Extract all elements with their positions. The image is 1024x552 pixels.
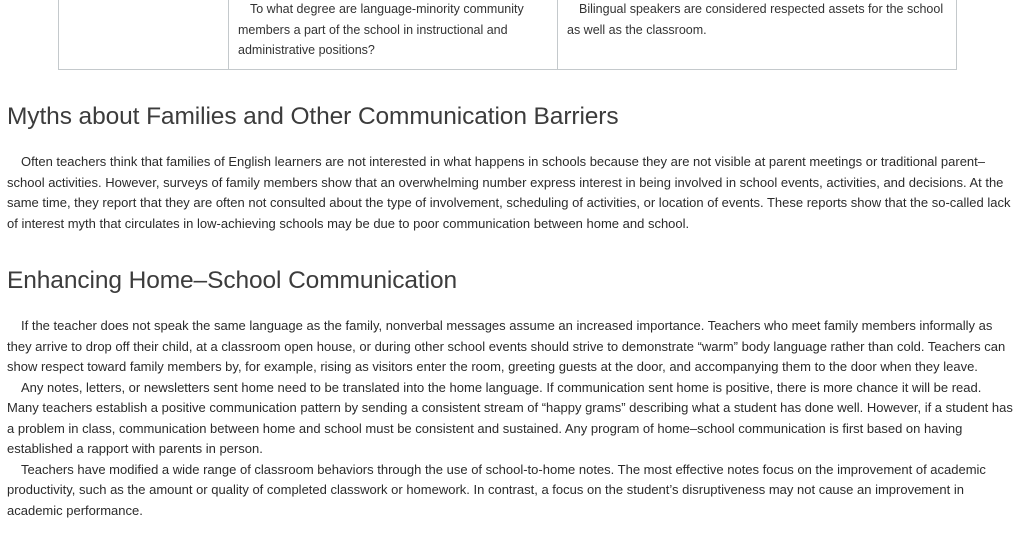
section-body-myths: [7, 152, 1015, 234]
section-body-home-school-communication: [7, 316, 1015, 521]
section-heading-home-school-communication: Enhancing Home–School Communication: [7, 267, 458, 294]
paragraph: If the teacher does not speak the same language as the family, nonverbal messages assume an increased importance. Teachers who meet family members informally as they arrive to drop off their child, at a classroom open house, or during other school events should strive to demonstrate “warm” body language rather than cold. Teachers can show respect toward family members by, for example, rising as visitors enter the room, greeting guests at the door, and accompanying them to the door when they leave.: [7, 318, 1006, 374]
comparison-table-fragment: [58, 0, 957, 70]
paragraph: Any notes, letters, or newsletters sent home need to be translated into the home language. If communication sent home is positive, there is more chance it will be read. Many teachers establish a positive communication pattern by sending a consistent stream of “happy grams” describing what a student has done well. However, if a student has a problem in class, communication between home and school must be consistent and sustained. Any program of home–school communication is first based on having established a rapport with parents in person.: [7, 379, 1013, 456]
section-heading-myths: Myths about Families and Other Communication Barriers: [7, 103, 619, 130]
paragraph: Often teachers think that families of English learners are not interested in what happens in schools because they are not visible at parent meetings or traditional parent–school activities. However, surveys of family members show that an overwhelming number express interest in being involved in school events, activities, and decisions. At the same time, they report that they are often not consulted about the type of involvement, scheduling of activities, or location of events. These reports show that the so-called lack of interest myth that circulates in low-achieving schools may be due to poor communication between home and school.: [7, 154, 1011, 231]
paragraph: Teachers have modified a wide range of classroom behaviors through the use of school-to-home notes. The most effective notes focus on the improvement of academic productivity, such as the amount or quality of completed classwork or homework. In contrast, a focus on the student’s disruptiveness may not cause an improvement in academic performance.: [7, 461, 986, 518]
table-cell-empty: [59, 0, 229, 69]
table-cell-indicator: Bilingual speakers are considered respected assets for the school as well as the classroom.: [567, 2, 944, 37]
table-cell-question: To what degree are language-minority community members a part of the school in instructional and administrative positions?: [229, 0, 558, 69]
